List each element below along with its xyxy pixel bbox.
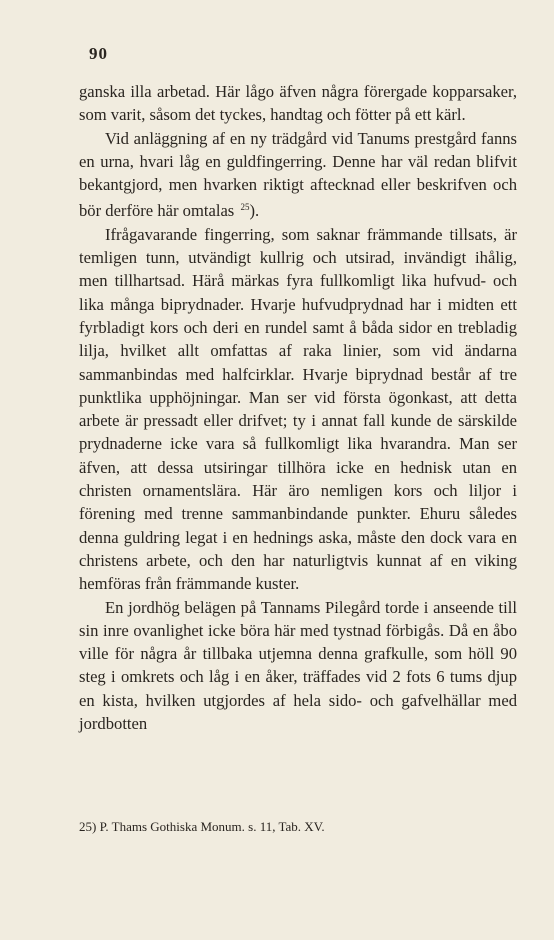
body-text [79,80,517,735]
footnote-reference: 25 [240,202,250,213]
footnote-text: P. Thams Gothiska Monum. s. 11, Tab. XV. [99,819,325,834]
paragraph-4: En jordhög belägen på Tannams Pilegård torde i anseende till sin inre ovanlighet icke böra här med tystnad förbigås. Då en åbo ville för några år tillbaka utjemna denna grafkulle, som höll 90 steg i omkrets och låg i en åker, träffades vid 2 fots 6 tums djup en kista, hvilken utgjordes af hela sido- och gafvelhällar med jordbotten [79,597,517,734]
footnote-reference-tail: ). [249,201,260,221]
paragraph-3: Ifrågavarande fingerring, som saknar främmande tillsats, är temligen tunn, utvändigt kullrig och utsirad, invändigt ihålig, men tillhartsad. Härå märkas fyra fullkomligt lika hufvud- och lika många biprydnader. Hvarje hufvudprydnad har i midten ett fyrbladigt kors och deri en rundel samt å båda sidor en trebladig lilja, hvilket allt omfattas af raka linier, som vid ändarna sammanbindas med halfcirklar. Hvarje biprydnad består af tre punktlika upphöjningar. Man ser vid första ögonkast, att detta arbete är pressadt eller drifvet; ty i annat fall kunde de särskilde prydnaderne icke vara så fullkomligt lika hvarandra. Man ser äfven, att dessa utsiringar tillhöra icke en hednisk utan en christen ornamentslära. Här äro nemligen kors och liljor i förening med trenne sammanbindande punkter. Ehuru således denna guldring legat i en hednings aska, måste den dock vara en christens arbete, och den har naturligtvis kunnat af en viking hemföras från främmande kuster. [79,224,517,594]
paragraph-2 [79,127,517,223]
page-number: 90 [89,44,108,63]
paragraph-1: ganska illa arbetad. Här lågo äfven några förergade kopparsaker, som varit, såsom det tyckes, handtag och fötter på ett kärl. [79,82,517,125]
paragraph-2-text: Vid anläggning af en ny trädgård vid Tanums prestgård fanns en urna, hvari låg en guldfingerring. Denne har väl redan blifvit bekantgjord, men hvarken riktigt aftecknad eller beskrifven och bör derföre här omtalas [79,128,517,221]
footnote-marker: 25) [79,819,100,834]
footnote [79,818,517,836]
